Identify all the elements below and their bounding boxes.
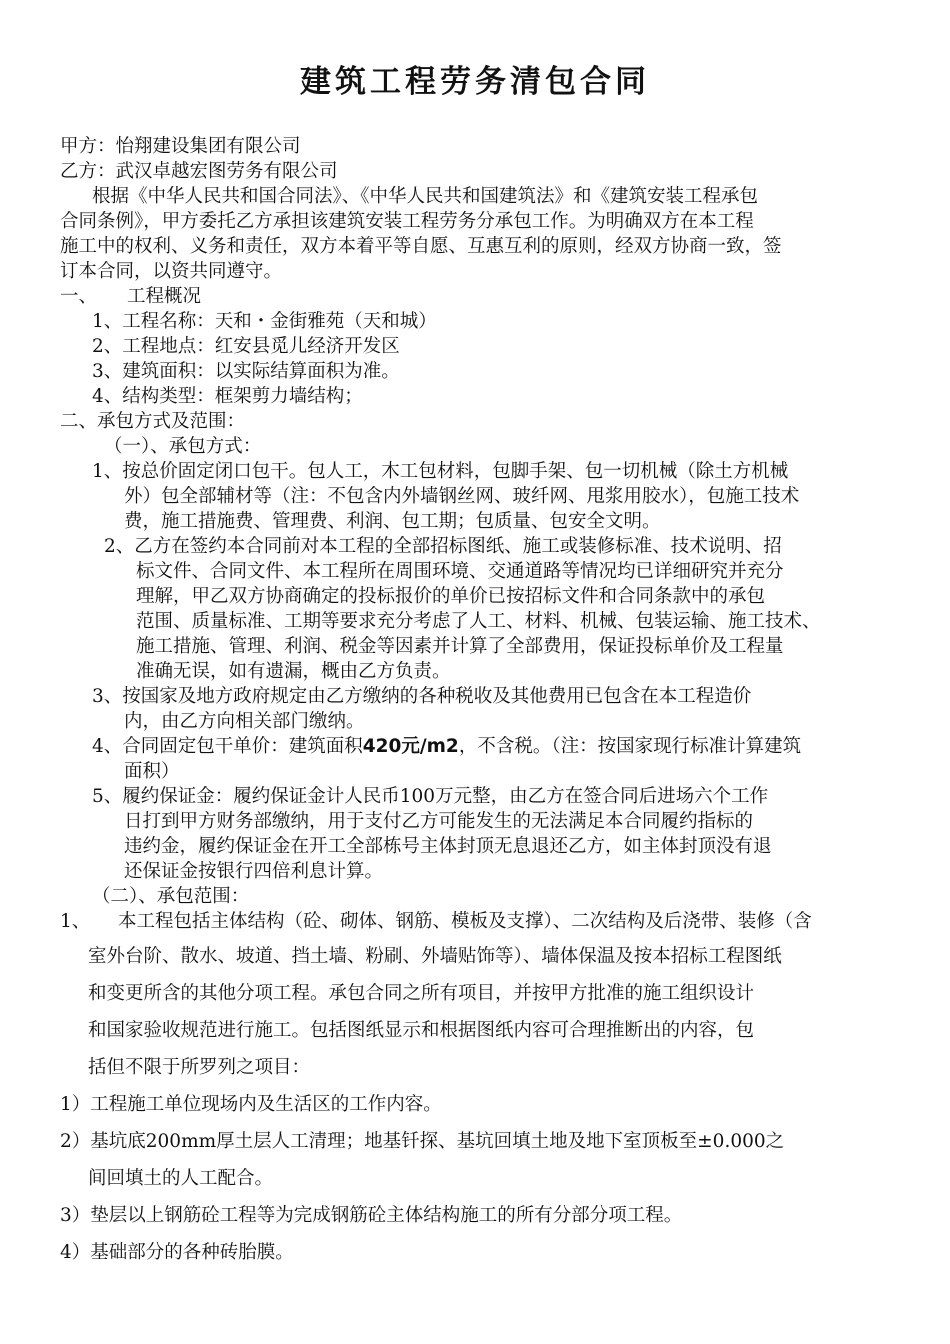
- price-note: ，不含税。（注：按国家现行标准计算建筑: [458, 736, 802, 757]
- clause-line: 还保证金按银行四倍利息计算。: [124, 861, 384, 882]
- clause-line: 1、按总价固定闭口包干。包人工，木工包材料，包脚手架、包一切机械（除土方机械: [92, 461, 789, 482]
- scope-list-item: 2）基坑底200mm厚土层人工清理；地基钎探、基坑回填土地及地下室顶板至±0.000之: [60, 1131, 785, 1152]
- clause-line: 准确无误，如有遗漏，概由乙方负责。: [136, 661, 451, 682]
- clause-line: 标文件、合同文件、本工程所在周围环境、交通道路等情况均已详细研究并充分: [136, 561, 784, 582]
- overview-item: 2、工程地点：红安县觅儿经济开发区: [92, 336, 400, 357]
- intro-line: 根据《中华人民共和国合同法》、《中华人民共和国建筑法》和《建筑安装工程承包: [92, 186, 759, 207]
- subsection-heading: （一）、承包方式：: [104, 436, 262, 457]
- clause-line: 5、履约保证金：履约保证金计人民币100万元整，由乙方在签合同后进场六个工作: [92, 786, 769, 807]
- clause-line: 范围、质量标准、工期等要求充分考虑了人工、材料、机械、包装运输、施工技术、: [136, 611, 821, 632]
- scope-list-item: 3）垫层以上钢筋砼工程等为完成钢筋砼主体结构施工的所有分部分项工程。: [60, 1205, 683, 1226]
- unit-price: 420元/m2: [362, 736, 459, 757]
- scope-line: 室外台阶、散水、坡道、挡土墙、粉刷、外墙贴饰等）、墙体保温及按本招标工程图纸: [88, 946, 782, 967]
- clause-line: 3、按国家及地方政府规定由乙方缴纳的各种税收及其他费用已包含在本工程造价: [92, 686, 752, 707]
- clause-line: 违约金，履约保证金在开工全部栋号主体封顶无息退还乙方，如主体封顶没有退: [124, 836, 772, 857]
- clause-line: 内，由乙方向相关部门缴纳。: [124, 711, 365, 732]
- clause-line: 理解，甲乙双方协商确定的投标报价的单价已按招标文件和合同条款中的承包: [136, 586, 766, 607]
- document-title: 建筑工程劳务清包合同: [300, 64, 650, 100]
- scope-list-item: 4）基础部分的各种砖胎膜。: [60, 1242, 294, 1263]
- overview-item: 1、工程名称：天和・金街雅苑（天和城）: [92, 311, 437, 332]
- scope-line: 本工程包括主体结构（砼、砌体、钢筋、模板及支撑）、二次结构及后浇带、装修（含: [118, 911, 812, 932]
- price-label: 4、合同固定包干单价：建筑面积: [92, 736, 363, 757]
- clause-line: 外）包全部辅材等（注：不包含内外墙钢丝网、玻纤网、甩浆用胶水），包施工技术: [124, 486, 800, 507]
- scope-line: 括但不限于所罗列之项目：: [88, 1057, 311, 1078]
- subsection-heading: （二）、承包范围：: [92, 886, 250, 907]
- party-a: 甲方：怡翔建设集团有限公司: [60, 136, 301, 157]
- scope-list-item: 1）工程施工单位现场内及生活区的工作内容。: [60, 1094, 442, 1115]
- scope-line: 和变更所含的其他分项工程。承包合同之所有项目，并按甲方批准的施工组织设计: [88, 983, 755, 1004]
- intro-line: 订本合同，以资共同遵守。: [60, 261, 283, 282]
- clause-line: 2、乙方在签约本合同前对本工程的全部招标图纸、施工或装修标准、技术说明、招: [104, 536, 782, 557]
- section1-heading: 工程概况: [127, 286, 202, 307]
- clause-line: 面积）: [124, 761, 180, 782]
- clause-line: 日打到甲方财务部缴纳，用于支付乙方可能发生的无法满足本合同履约指标的: [124, 811, 754, 832]
- clause-line: 施工措施、管理、利润、税金等因素并计算了全部费用，保证投标单价及工程量: [136, 636, 784, 657]
- scope-list-item: 间回填土的人工配合。: [88, 1168, 274, 1189]
- scope-line: 和国家验收规范进行施工。包括图纸显示和根据图纸内容可合理推断出的内容，包: [88, 1020, 755, 1041]
- intro-line: 施工中的权利、义务和责任，双方本着平等自愿、互惠互利的原则，经双方协商一致，签: [60, 236, 782, 257]
- section2-heading: 二、承包方式及范围：: [60, 411, 246, 432]
- scope-number: 1、: [60, 911, 91, 932]
- overview-item: 4、结构类型：框架剪力墙结构；: [92, 386, 363, 407]
- clause-line: 费，施工措施费、管理费、利润、包工期；包质量、包安全文明。: [124, 511, 661, 532]
- section1-number: 一、: [60, 286, 98, 307]
- party-b: 乙方：武汉卓越宏图劳务有限公司: [60, 161, 338, 182]
- clause-line-price: [92, 735, 801, 759]
- overview-item: 3、建筑面积：以实际结算面积为准。: [92, 361, 400, 382]
- intro-line: 合同条例》，甲方委托乙方承担该建筑安装工程劳务分承包工作。为明确双方在本工程: [60, 211, 754, 232]
